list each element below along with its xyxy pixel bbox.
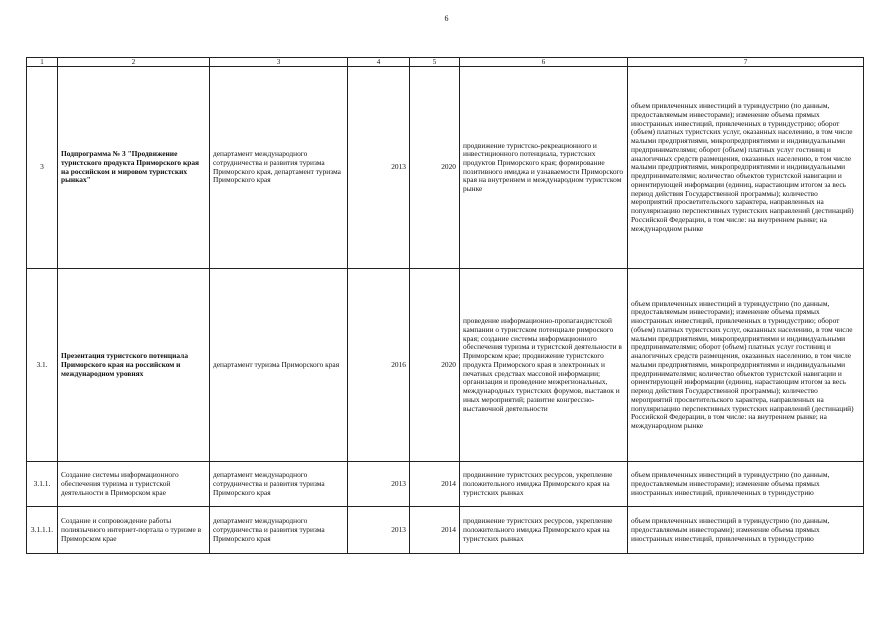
responsible-executor: департамент международного сотрудничества и развития туризма Приморского края, департамент туризма Приморского края bbox=[210, 67, 348, 269]
header-cell: 5 bbox=[410, 58, 460, 67]
end-year: 2014 bbox=[410, 507, 460, 554]
row-number: 3.1.1.1. bbox=[27, 507, 58, 554]
table-row bbox=[27, 67, 864, 269]
table-row bbox=[27, 462, 864, 507]
header-cell: 2 bbox=[58, 58, 210, 67]
target-indicators: объем привлеченных инвестиций в туриндустрию (по данным, предоставляемым инвесторами); изменение объема прямых иностранных инвестиций, привлеченных в туриндустрию bbox=[628, 507, 864, 554]
responsible-executor: департамент международного сотрудничества и развития туризма Приморского края bbox=[210, 507, 348, 554]
expected-result: продвижение туристско-рекреационного и инвестиционного потенциала, туристских продуктов Приморского края; формирование позитивного имиджа и узнаваемости Приморского края на внутреннем и международном туристском рынке bbox=[460, 67, 628, 269]
end-year: 2014 bbox=[410, 462, 460, 507]
start-year: 2013 bbox=[348, 462, 410, 507]
header-cell: 3 bbox=[210, 58, 348, 67]
row-number: 3.1.1. bbox=[27, 462, 58, 507]
table-row bbox=[27, 269, 864, 462]
target-indicators: объем привлеченных инвестиций в туриндустрию (по данным, предоставляемым инвесторами); изменение объема прямых иностранных инвестиций, привлеченных в туриндустрию bbox=[628, 462, 864, 507]
start-year: 2016 bbox=[348, 269, 410, 462]
start-year: 2013 bbox=[348, 507, 410, 554]
program-table bbox=[26, 57, 864, 554]
target-indicators: объем привлеченных инвестиций в туриндустрию (по данным, предоставляемым инвесторами); изменение объема прямых иностранных инвестиций, привлеченных в туриндустрию; оборот (объем) платных туристских услуг, оказанных населению, в том числе малыми предприятиями, микропредприятиями и индивидуальными предпринимателями; оборот (объем) платных услуг гостиниц и аналогичных средств размещения, оказанных населению, в том числе малыми предприятиями, микропредприятиями и индивидуальными предпринимателями; количество объектов туристской навигации и ориентирующей информации (единиц, нарастающим итогом за весь период действия Государственной программы); количество мероприятий просветительского характера, направленных на популяризацию перспективных туристских направлений (дестинаций) Российской Федерации, в том числе: на внутреннем рынке; на международном рынке bbox=[628, 67, 864, 269]
measure-name: Подпрограмма № 3 "Продвижение туристского продукта Приморского края на российском и мировом туристских рынках" bbox=[58, 67, 210, 269]
row-number: 3 bbox=[27, 67, 58, 269]
table-row bbox=[27, 507, 864, 554]
end-year: 2020 bbox=[410, 269, 460, 462]
header-row bbox=[27, 58, 864, 67]
measure-name: Создание системы информационного обеспечения туризма и туристской деятельности в Приморском крае bbox=[58, 462, 210, 507]
end-year: 2020 bbox=[410, 67, 460, 269]
page-number: 6 bbox=[444, 14, 449, 23]
responsible-executor: департамент туризма Приморского края bbox=[210, 269, 348, 462]
row-number: 3.1. bbox=[27, 269, 58, 462]
header-cell: 4 bbox=[348, 58, 410, 67]
header-cell: 7 bbox=[628, 58, 864, 67]
start-year: 2013 bbox=[348, 67, 410, 269]
expected-result: продвижение туристских ресурсов, укрепление положительного имиджа Приморского края на туристских рынках bbox=[460, 462, 628, 507]
expected-result: продвижение туристских ресурсов, укрепление положительного имиджа Приморского края на туристских рынках bbox=[460, 507, 628, 554]
target-indicators: объем привлеченных инвестиций в туриндустрию (по данным, предоставляемым инвесторами); изменение объема прямых иностранных инвестиций, привлеченных в туриндустрию; оборот (объем) платных туристских услуг, оказанных населению, в том числе малыми предприятиями, микропредприятиями и индивидуальными предпринимателями; оборот (объем) платных услуг гостиниц и аналогичных средств размещения, оказанных населению, в том числе малыми предприятиями, микропредприятиями и индивидуальными предпринимателями; количество объектов туристской навигации и ориентирующей информации (единиц, нарастающим итогом за весь период действия Государственной программы); количество мероприятий просветительского характера, направленных на популяризацию перспективных туристских направлений (дестинаций) Российской Федерации, в том числе: на внутреннем рынке; на международном рынке bbox=[628, 269, 864, 462]
responsible-executor: департамент международного сотрудничества и развития туризма Приморского края bbox=[210, 462, 348, 507]
measure-name: Создание и сопровождение работы полиязычного интернет-портала о туризме в Приморском крае bbox=[58, 507, 210, 554]
expected-result: проведение информационно-пропагандистской кампании о туристском потенциале римроского края; создание системы информационного обеспечения туризма и туристской деятельности в Приморском крае; продвижение туристского продукта Приморского края в электронных и печатных средствах массовой информации; организация и проведение межрегиональных, международных туристских форумов, выставок и иных мероприятий; развитие конгрессно-выставочной деятельности bbox=[460, 269, 628, 462]
header-cell: 6 bbox=[460, 58, 628, 67]
measure-name: Презентация туристского потенциала Приморского края на российском и международном уровнях bbox=[58, 269, 210, 462]
header-cell: 1 bbox=[27, 58, 58, 67]
